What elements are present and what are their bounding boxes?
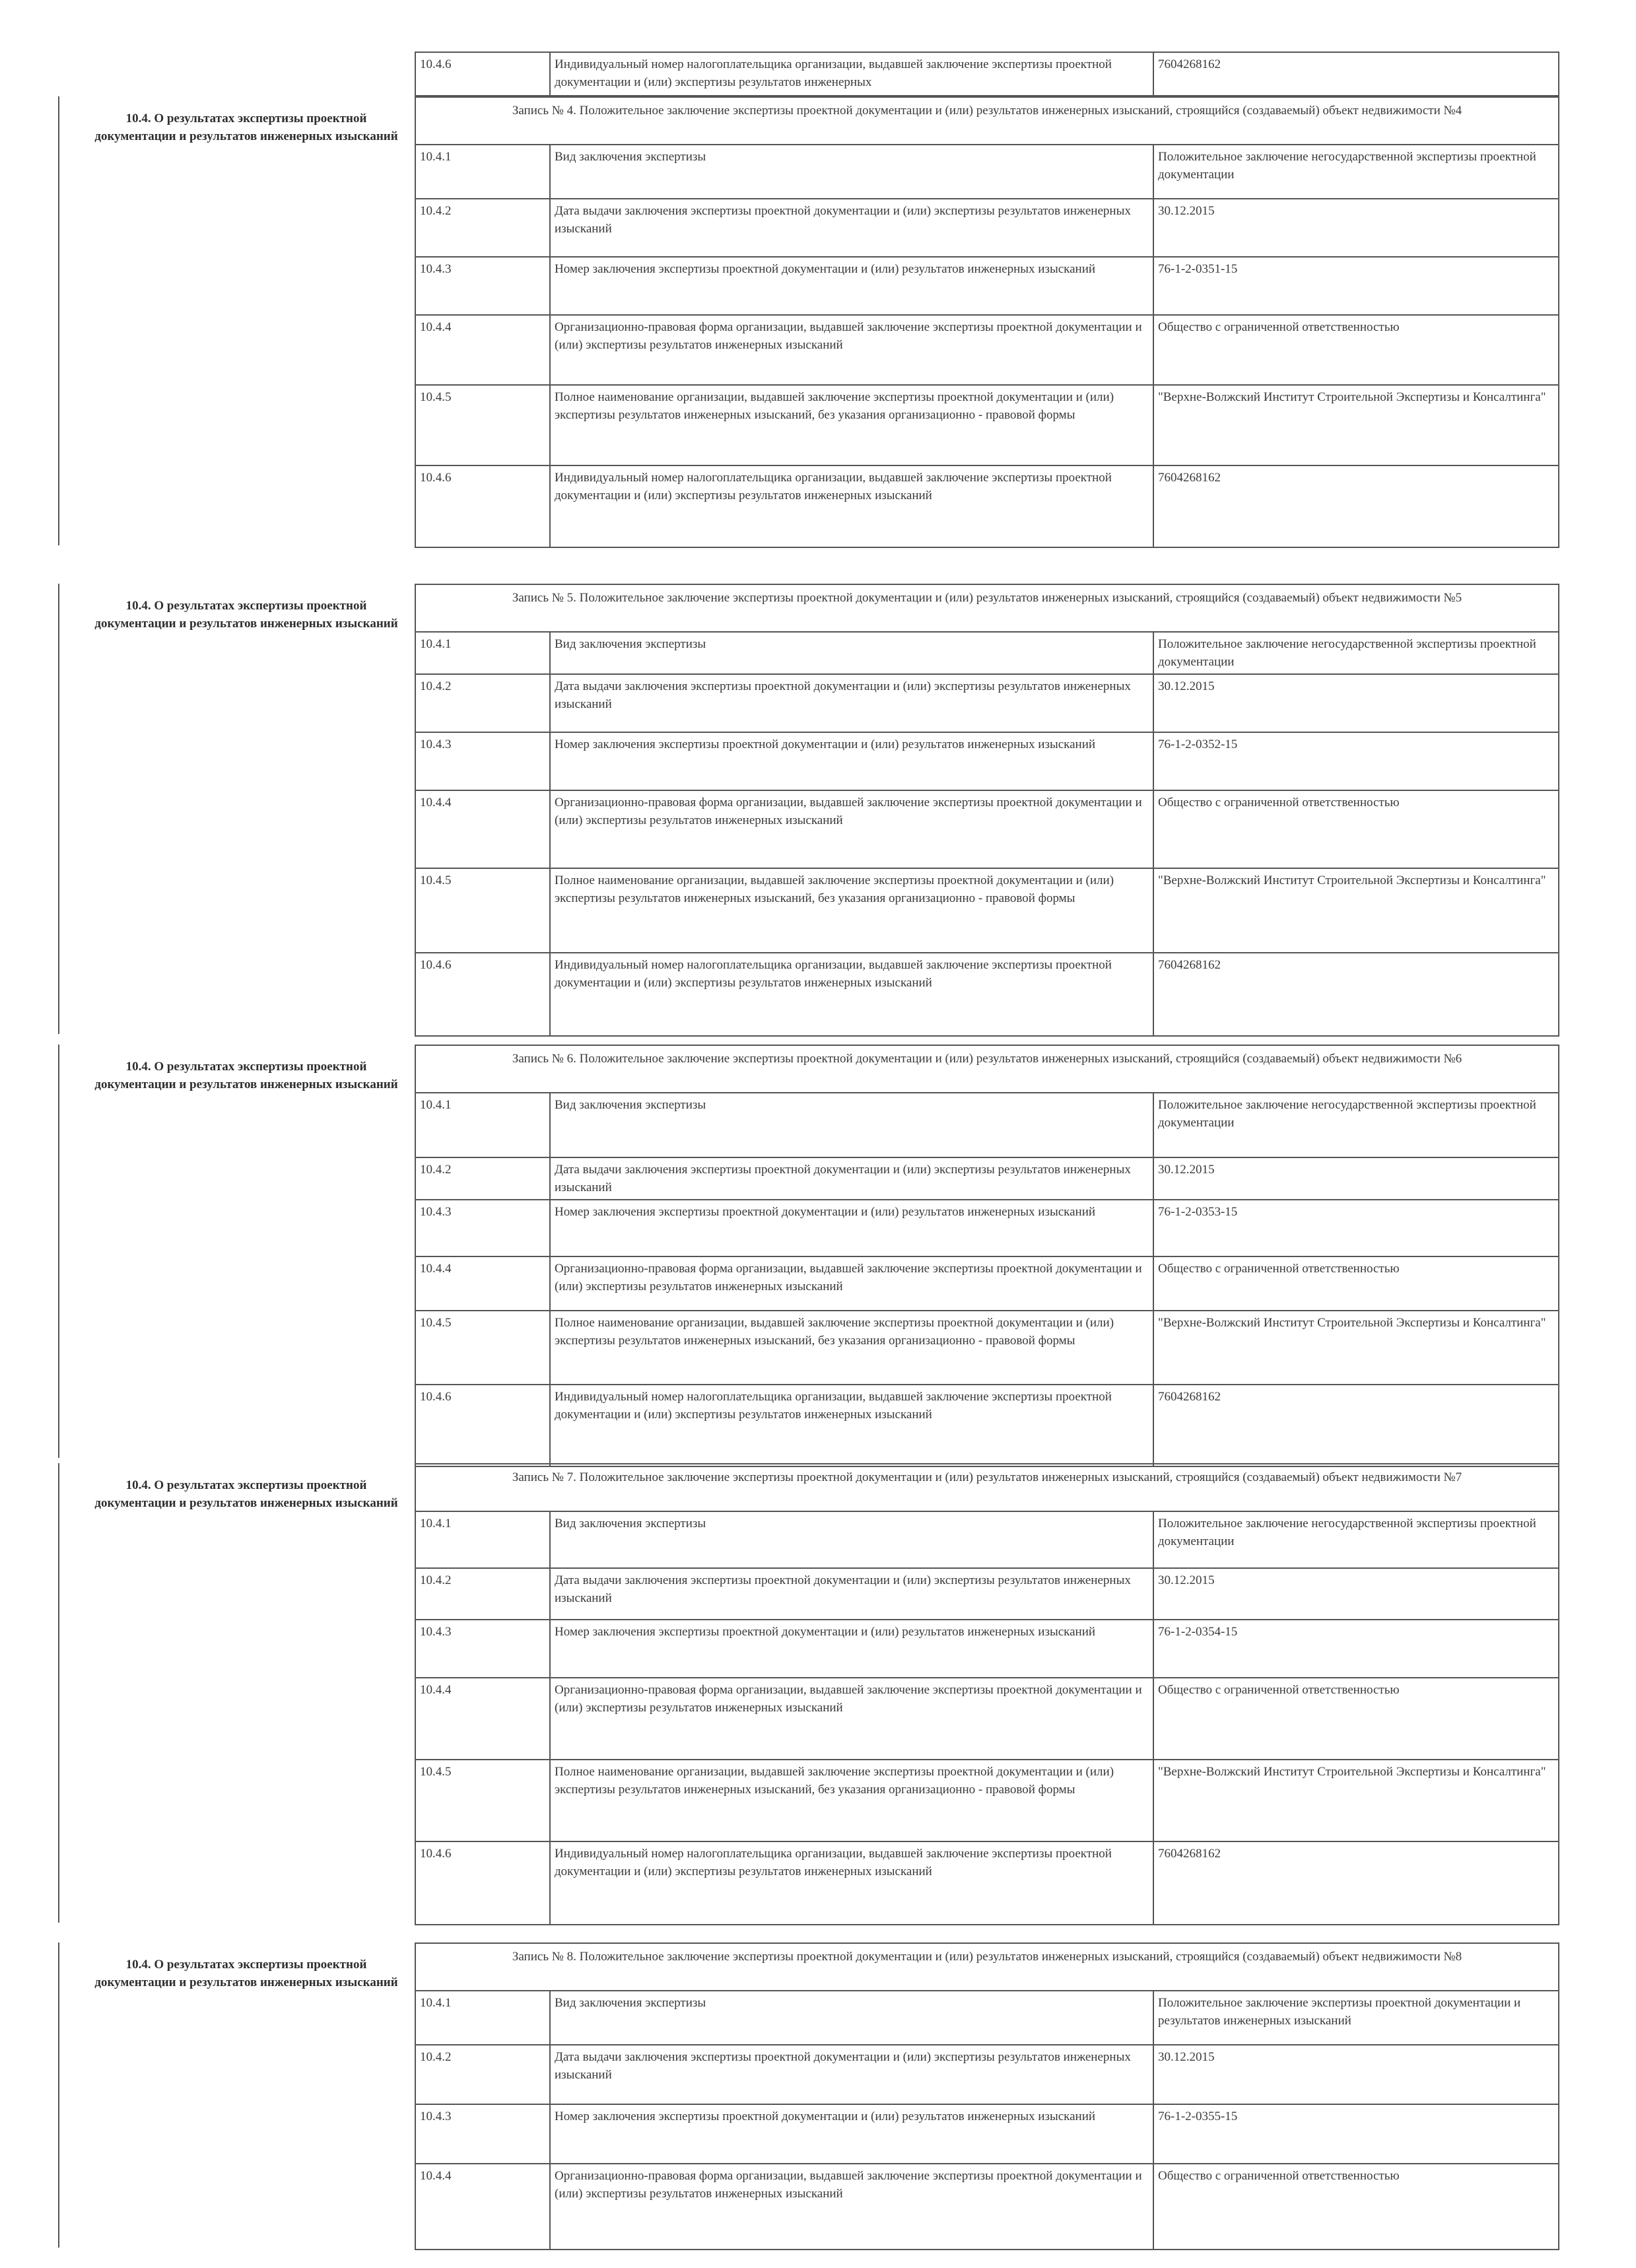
row-code: 10.4.6 bbox=[415, 52, 550, 96]
row-value: Общество с ограниченной ответственностью bbox=[1153, 790, 1559, 868]
row-label: Дата выдачи заключения экспертизы проектной документации и (или) экспертизы результатов инженерных изысканий bbox=[550, 674, 1153, 732]
table-row bbox=[415, 1256, 1559, 1311]
table-row bbox=[415, 953, 1559, 1036]
row-code: 10.4.2 bbox=[415, 2045, 550, 2104]
table-row bbox=[415, 52, 1559, 96]
row-code: 10.4.3 bbox=[415, 732, 550, 790]
record-block bbox=[58, 1045, 1559, 1458]
row-code: 10.4.5 bbox=[415, 1311, 550, 1385]
row-code: 10.4.5 bbox=[415, 1760, 550, 1841]
record-table bbox=[415, 1463, 1559, 1925]
row-value: Положительное заключение негосударственной экспертизы проектной документации bbox=[1153, 145, 1559, 199]
table-row bbox=[415, 1385, 1559, 1466]
record-title: Запись № 6. Положительное заключение экспертизы проектной документации и (или) результатов инженерных изысканий, строящийся (создаваемый) объект недвижимости №6 bbox=[415, 1046, 1559, 1092]
row-code: 10.4.3 bbox=[415, 2104, 550, 2164]
row-label: Организационно-правовая форма организации, выдавшей заключение экспертизы проектной документации и (или) экспертизы результатов инженерных изысканий bbox=[550, 790, 1153, 868]
row-code: 10.4.5 bbox=[415, 385, 550, 465]
row-value: "Верхне-Волжский Институт Строительной Экспертизы и Консалтинга" bbox=[1153, 1311, 1559, 1385]
row-label: Организационно-правовая форма организации, выдавшей заключение экспертизы проектной документации и (или) экспертизы результатов инженерных изысканий bbox=[550, 1256, 1153, 1311]
row-label: Вид заключения экспертизы bbox=[550, 632, 1153, 674]
table-row bbox=[415, 385, 1559, 465]
row-code: 10.4.2 bbox=[415, 199, 550, 257]
row-code: 10.4.2 bbox=[415, 1157, 550, 1200]
row-code: 10.4.2 bbox=[415, 1568, 550, 1620]
row-code: 10.4.5 bbox=[415, 868, 550, 953]
row-label: Индивидуальный номер налогоплательщика организации, выдавшей заключение экспертизы проектной документации и (или) экспертизы результатов инженерных изысканий bbox=[550, 1841, 1153, 1925]
table-row bbox=[415, 465, 1559, 547]
record-block bbox=[58, 1942, 1559, 2248]
record-title: Запись № 7. Положительное заключение экспертизы проектной документации и (или) результатов инженерных изысканий, строящийся (создаваемый) объект недвижимости №7 bbox=[415, 1464, 1559, 1511]
row-value: 30.12.2015 bbox=[1153, 2045, 1559, 2104]
row-code: 10.4.4 bbox=[415, 2164, 550, 2250]
row-label: Организационно-правовая форма организации, выдавшей заключение экспертизы проектной документации и (или) экспертизы результатов инженерных изысканий bbox=[550, 2164, 1153, 2250]
row-value: 7604268162 bbox=[1153, 1385, 1559, 1466]
row-label: Индивидуальный номер налогоплательщика организации, выдавшей заключение экспертизы проектной документации и (или) экспертизы результатов инженерных изысканий bbox=[550, 953, 1153, 1036]
row-value: Положительное заключение негосударственной экспертизы проектной документации bbox=[1153, 632, 1559, 674]
table-row bbox=[415, 2104, 1559, 2164]
row-label: Дата выдачи заключения экспертизы проектной документации и (или) экспертизы результатов инженерных изысканий bbox=[550, 1157, 1153, 1200]
row-code: 10.4.1 bbox=[415, 1511, 550, 1568]
record-block bbox=[58, 96, 1559, 545]
row-value: "Верхне-Волжский Институт Строительной Экспертизы и Консалтинга" bbox=[1153, 1760, 1559, 1841]
record-title: Запись № 5. Положительное заключение экспертизы проектной документации и (или) результатов инженерных изысканий, строящийся (создаваемый) объект недвижимости №5 bbox=[415, 585, 1559, 631]
record-rows bbox=[415, 1990, 1559, 2250]
row-value: Положительное заключение негосударственной экспертизы проектной документации bbox=[1153, 1093, 1559, 1157]
row-code: 10.4.4 bbox=[415, 1256, 550, 1311]
row-label: Организационно-правовая форма организации, выдавшей заключение экспертизы проектной документации и (или) экспертизы результатов инженерных изысканий bbox=[550, 1678, 1153, 1760]
row-label: Полное наименование организации, выдавшей заключение экспертизы проектной документации и (или) экспертизы результатов инженерных изысканий, без указания организационно - правовой формы bbox=[550, 1311, 1153, 1385]
section-title: 10.4. О результатах экспертизы проектной документации и результатов инженерных изысканий bbox=[94, 1478, 398, 1510]
row-value: Общество с ограниченной ответственностью bbox=[1153, 315, 1559, 385]
row-code: 10.4.3 bbox=[415, 1620, 550, 1678]
row-value: Общество с ограниченной ответственностью bbox=[1153, 2164, 1559, 2250]
row-label: Полное наименование организации, выдавшей заключение экспертизы проектной документации и (или) экспертизы результатов инженерных изысканий, без указания организационно - правовой формы bbox=[550, 385, 1153, 465]
section-title: 10.4. О результатах экспертизы проектной документации и результатов инженерных изысканий bbox=[94, 112, 398, 143]
row-label: Вид заключения экспертизы bbox=[550, 1991, 1153, 2045]
row-label: Индивидуальный номер налогоплательщика организации, выдавшей заключение экспертизы проектной документации и (или) экспертизы результатов инженерных изысканий bbox=[550, 465, 1153, 547]
row-code: 10.4.6 bbox=[415, 465, 550, 547]
row-label: Дата выдачи заключения экспертизы проектной документации и (или) экспертизы результатов инженерных изысканий bbox=[550, 2045, 1153, 2104]
row-label: Номер заключения экспертизы проектной документации и (или) результатов инженерных изысканий bbox=[550, 2104, 1153, 2164]
row-value: 30.12.2015 bbox=[1153, 1157, 1559, 1200]
row-value: 7604268162 bbox=[1153, 465, 1559, 547]
row-value: 76-1-2-0353-15 bbox=[1153, 1200, 1559, 1256]
table-row bbox=[415, 2164, 1559, 2250]
record-rows bbox=[415, 631, 1559, 1037]
table-row bbox=[415, 674, 1559, 732]
record-title: Запись № 8. Положительное заключение экспертизы проектной документации и (или) результатов инженерных изысканий, строящийся (создаваемый) объект недвижимости №8 bbox=[415, 1944, 1559, 1990]
row-label: Полное наименование организации, выдавшей заключение экспертизы проектной документации и (или) экспертизы результатов инженерных изысканий, без указания организационно - правовой формы bbox=[550, 868, 1153, 953]
table-row bbox=[415, 315, 1559, 385]
continued-table bbox=[415, 52, 1559, 96]
row-code: 10.4.1 bbox=[415, 145, 550, 199]
table-row bbox=[415, 790, 1559, 868]
row-code: 10.4.4 bbox=[415, 790, 550, 868]
record-title: Запись № 4. Положительное заключение экспертизы проектной документации и (или) результатов инженерных изысканий, строящийся (создаваемый) объект недвижимости №4 bbox=[415, 98, 1559, 144]
row-value: 7604268162 bbox=[1153, 953, 1559, 1036]
record-rows bbox=[415, 1511, 1559, 1925]
continued-row bbox=[415, 52, 1559, 96]
row-label: Вид заключения экспертизы bbox=[550, 145, 1153, 199]
row-code: 10.4.1 bbox=[415, 1991, 550, 2045]
section-title: 10.4. О результатах экспертизы проектной документации и результатов инженерных изысканий bbox=[94, 1060, 398, 1091]
section-title: 10.4. О результатах экспертизы проектной документации и результатов инженерных изысканий bbox=[94, 599, 398, 631]
row-code: 10.4.6 bbox=[415, 953, 550, 1036]
row-label: Номер заключения экспертизы проектной документации и (или) результатов инженерных изысканий bbox=[550, 732, 1153, 790]
row-label: Номер заключения экспертизы проектной документации и (или) результатов инженерных изысканий bbox=[550, 1200, 1153, 1256]
table-row bbox=[415, 199, 1559, 257]
table-row bbox=[415, 868, 1559, 953]
table-row bbox=[415, 1991, 1559, 2045]
row-value: 30.12.2015 bbox=[1153, 1568, 1559, 1620]
row-label: Организационно-правовая форма организации, выдавшей заключение экспертизы проектной документации и (или) экспертизы результатов инженерных изысканий bbox=[550, 315, 1153, 385]
record-rows bbox=[415, 1092, 1559, 1467]
table-row bbox=[415, 1620, 1559, 1678]
row-value: 7604268162 bbox=[1153, 1841, 1559, 1925]
table-row bbox=[415, 257, 1559, 315]
row-label: Номер заключения экспертизы проектной документации и (или) результатов инженерных изысканий bbox=[550, 1620, 1153, 1678]
row-code: 10.4.4 bbox=[415, 1678, 550, 1760]
row-code: 10.4.1 bbox=[415, 632, 550, 674]
row-label: Дата выдачи заключения экспертизы проектной документации и (или) экспертизы результатов инженерных изысканий bbox=[550, 1568, 1153, 1620]
row-value: 76-1-2-0352-15 bbox=[1153, 732, 1559, 790]
row-label: Индивидуальный номер налогоплательщика организации, выдавшей заключение экспертизы проектной документации и (или) экспертизы результатов инженерных bbox=[550, 52, 1153, 96]
row-label: Номер заключения экспертизы проектной документации и (или) результатов инженерных изысканий bbox=[550, 257, 1153, 315]
table-row bbox=[415, 1568, 1559, 1620]
row-value: Положительное заключение негосударственной экспертизы проектной документации bbox=[1153, 1511, 1559, 1568]
row-value: Положительное заключение экспертизы проектной документации и результатов инженерных изысканий bbox=[1153, 1991, 1559, 2045]
table-row bbox=[415, 1760, 1559, 1841]
row-label: Вид заключения экспертизы bbox=[550, 1093, 1153, 1157]
table-row bbox=[415, 1841, 1559, 1925]
row-value: Общество с ограниченной ответственностью bbox=[1153, 1678, 1559, 1760]
row-code: 10.4.4 bbox=[415, 315, 550, 385]
record-table bbox=[415, 1942, 1559, 2250]
record-block bbox=[58, 584, 1559, 1034]
row-label: Индивидуальный номер налогоплательщика организации, выдавшей заключение экспертизы проектной документации и (или) экспертизы результатов инженерных изысканий bbox=[550, 1385, 1153, 1466]
table-row bbox=[415, 1200, 1559, 1256]
record-block bbox=[58, 1463, 1559, 1923]
row-value: 7604268162 bbox=[1153, 52, 1559, 96]
row-code: 10.4.6 bbox=[415, 1385, 550, 1466]
table-row bbox=[415, 1093, 1559, 1157]
section-title: 10.4. О результатах экспертизы проектной документации и результатов инженерных изысканий bbox=[94, 1958, 398, 1989]
row-value: Общество с ограниченной ответственностью bbox=[1153, 1256, 1559, 1311]
table-row bbox=[415, 1311, 1559, 1385]
row-label: Дата выдачи заключения экспертизы проектной документации и (или) экспертизы результатов инженерных изысканий bbox=[550, 199, 1153, 257]
row-label: Вид заключения экспертизы bbox=[550, 1511, 1153, 1568]
table-row bbox=[415, 1678, 1559, 1760]
row-code: 10.4.1 bbox=[415, 1093, 550, 1157]
record-rows bbox=[415, 144, 1559, 548]
row-value: 76-1-2-0351-15 bbox=[1153, 257, 1559, 315]
table-row bbox=[415, 1511, 1559, 1568]
row-code: 10.4.2 bbox=[415, 674, 550, 732]
table-row bbox=[415, 632, 1559, 674]
table-row bbox=[415, 1157, 1559, 1200]
record-table bbox=[415, 584, 1559, 1037]
table-row bbox=[415, 145, 1559, 199]
row-value: "Верхне-Волжский Институт Строительной Экспертизы и Консалтинга" bbox=[1153, 385, 1559, 465]
row-value: "Верхне-Волжский Институт Строительной Экспертизы и Консалтинга" bbox=[1153, 868, 1559, 953]
row-value: 76-1-2-0354-15 bbox=[1153, 1620, 1559, 1678]
record-table bbox=[415, 96, 1559, 548]
table-row bbox=[415, 732, 1559, 790]
row-code: 10.4.6 bbox=[415, 1841, 550, 1925]
row-code: 10.4.3 bbox=[415, 257, 550, 315]
record-table bbox=[415, 1045, 1559, 1467]
row-label: Полное наименование организации, выдавшей заключение экспертизы проектной документации и (или) экспертизы результатов инженерных изысканий, без указания организационно - правовой формы bbox=[550, 1760, 1153, 1841]
row-value: 30.12.2015 bbox=[1153, 674, 1559, 732]
row-value: 76-1-2-0355-15 bbox=[1153, 2104, 1559, 2164]
row-code: 10.4.3 bbox=[415, 1200, 550, 1256]
table-row bbox=[415, 2045, 1559, 2104]
row-value: 30.12.2015 bbox=[1153, 199, 1559, 257]
